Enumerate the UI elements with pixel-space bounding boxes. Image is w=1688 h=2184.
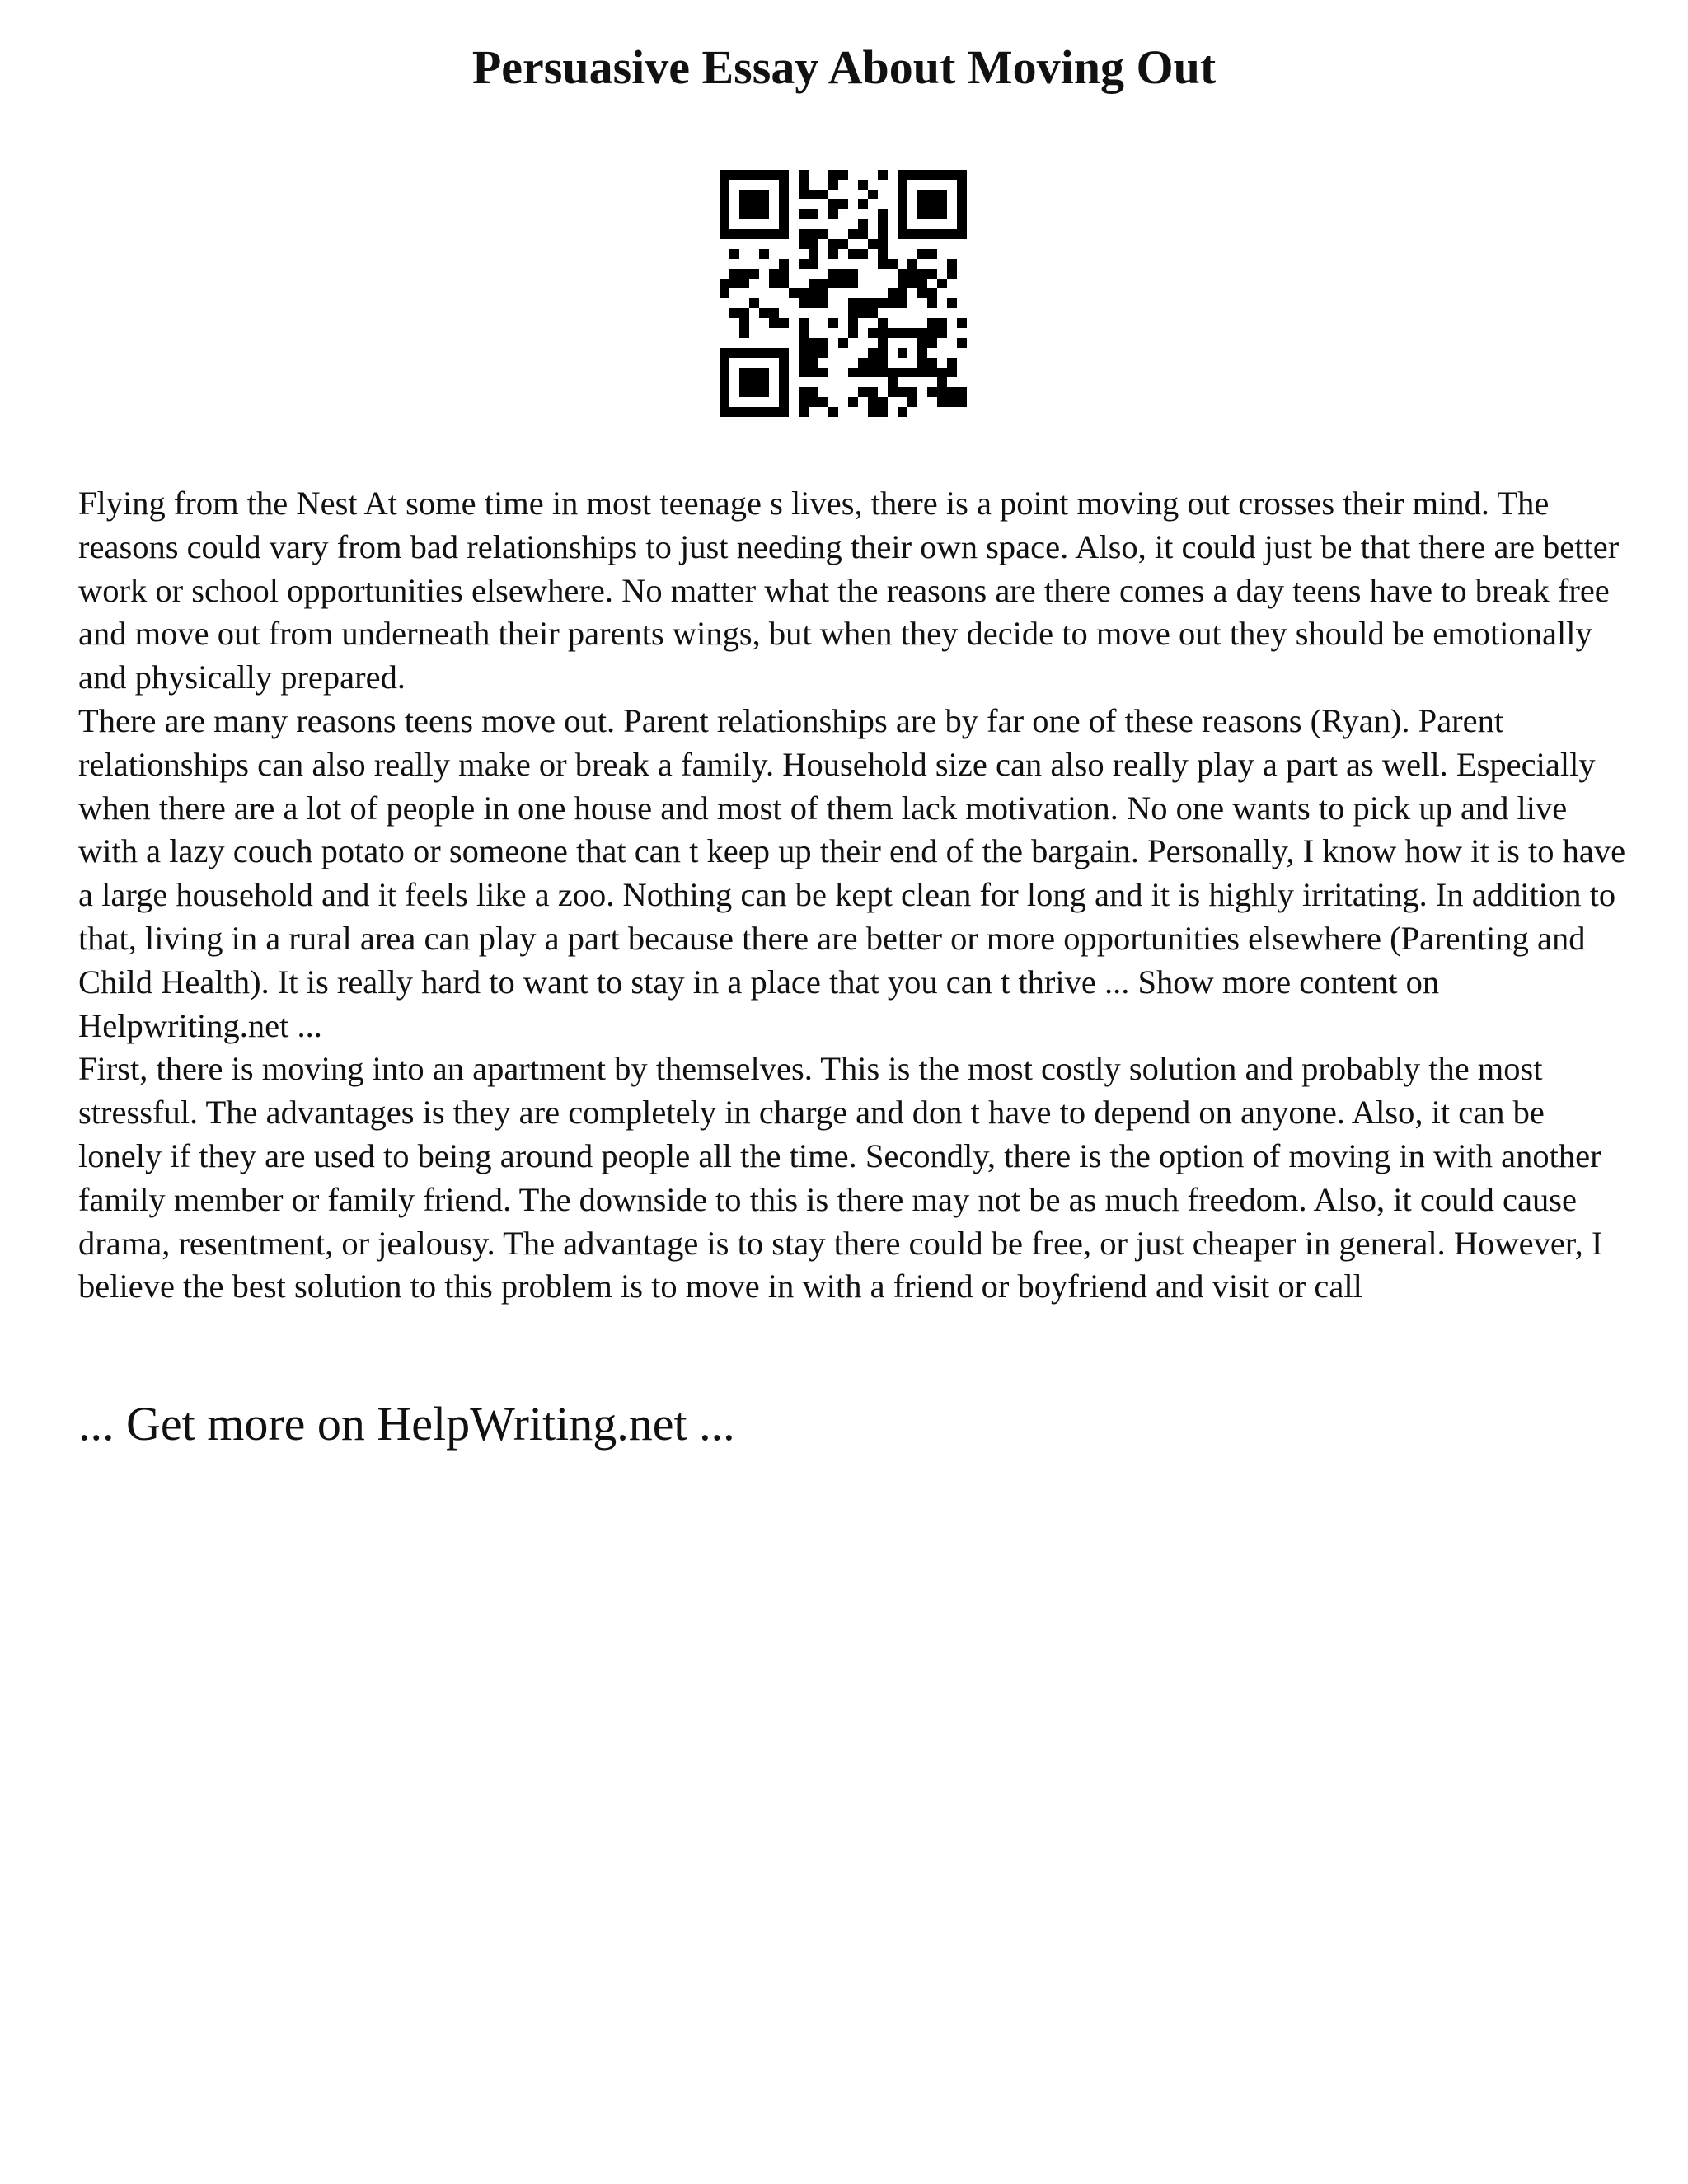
qr-code-icon[interactable] [720, 170, 967, 417]
get-more-link[interactable]: ... Get more on HelpWriting.net ... [78, 1397, 735, 1451]
essay-body [78, 482, 1628, 1309]
page-title: Persuasive Essay About Moving Out [471, 40, 1217, 94]
essay-paragraph-2: There are many reasons teens move out. Parent relationships are by far one of these reasons (Ryan). Parent relationships can also really make or break a family. Household size can also really play a part as well. Especially when there are a lot of people in one house and most of them lack motivation. No one wants to pick up and live with a lazy couch potato or someone that can t keep up their end of the bargain. Personally, I know how it is to have a large household and it feels like a zoo. Nothing can be kept clean for long and it is highly irritating. In addition to that, living in a rural area can play a part because there are better or more opportunities elsewhere (Parenting and Child Health). It is really hard to want to stay in a place that you can t thrive ... Show more content on Helpwriting.net ... [78, 701, 1626, 1044]
essay-paragraph-1: Flying from the Nest At some time in most teenage s lives, there is a point moving out crosses their mind. The reasons could vary from bad relationships to just needing their own space. Also, it could just be that there are better work or school opportunities elsewhere. No matter what the reasons are there comes a day teens have to break free and move out from underneath their parents wings, but when they decide to move out they should be emotionally and physically prepared. [78, 485, 1620, 696]
essay-paragraph-3: First, there is moving into an apartment by themselves. This is the most costly solution and probably the most stressful. The advantages is they are completely in charge and don t have to depend on anyone. Also, it can be lonely if they are used to being around people all the time. Secondly, there is the option of moving in with another family member or family friend. The downside to this is there may not be as much freedom. Also, it could cause drama, resentment, or jealousy. The advantage is to stay there could be free, or just cheaper in general. However, I believe the best solution to this problem is to move in with a friend or boyfriend and visit or call [78, 1050, 1603, 1305]
